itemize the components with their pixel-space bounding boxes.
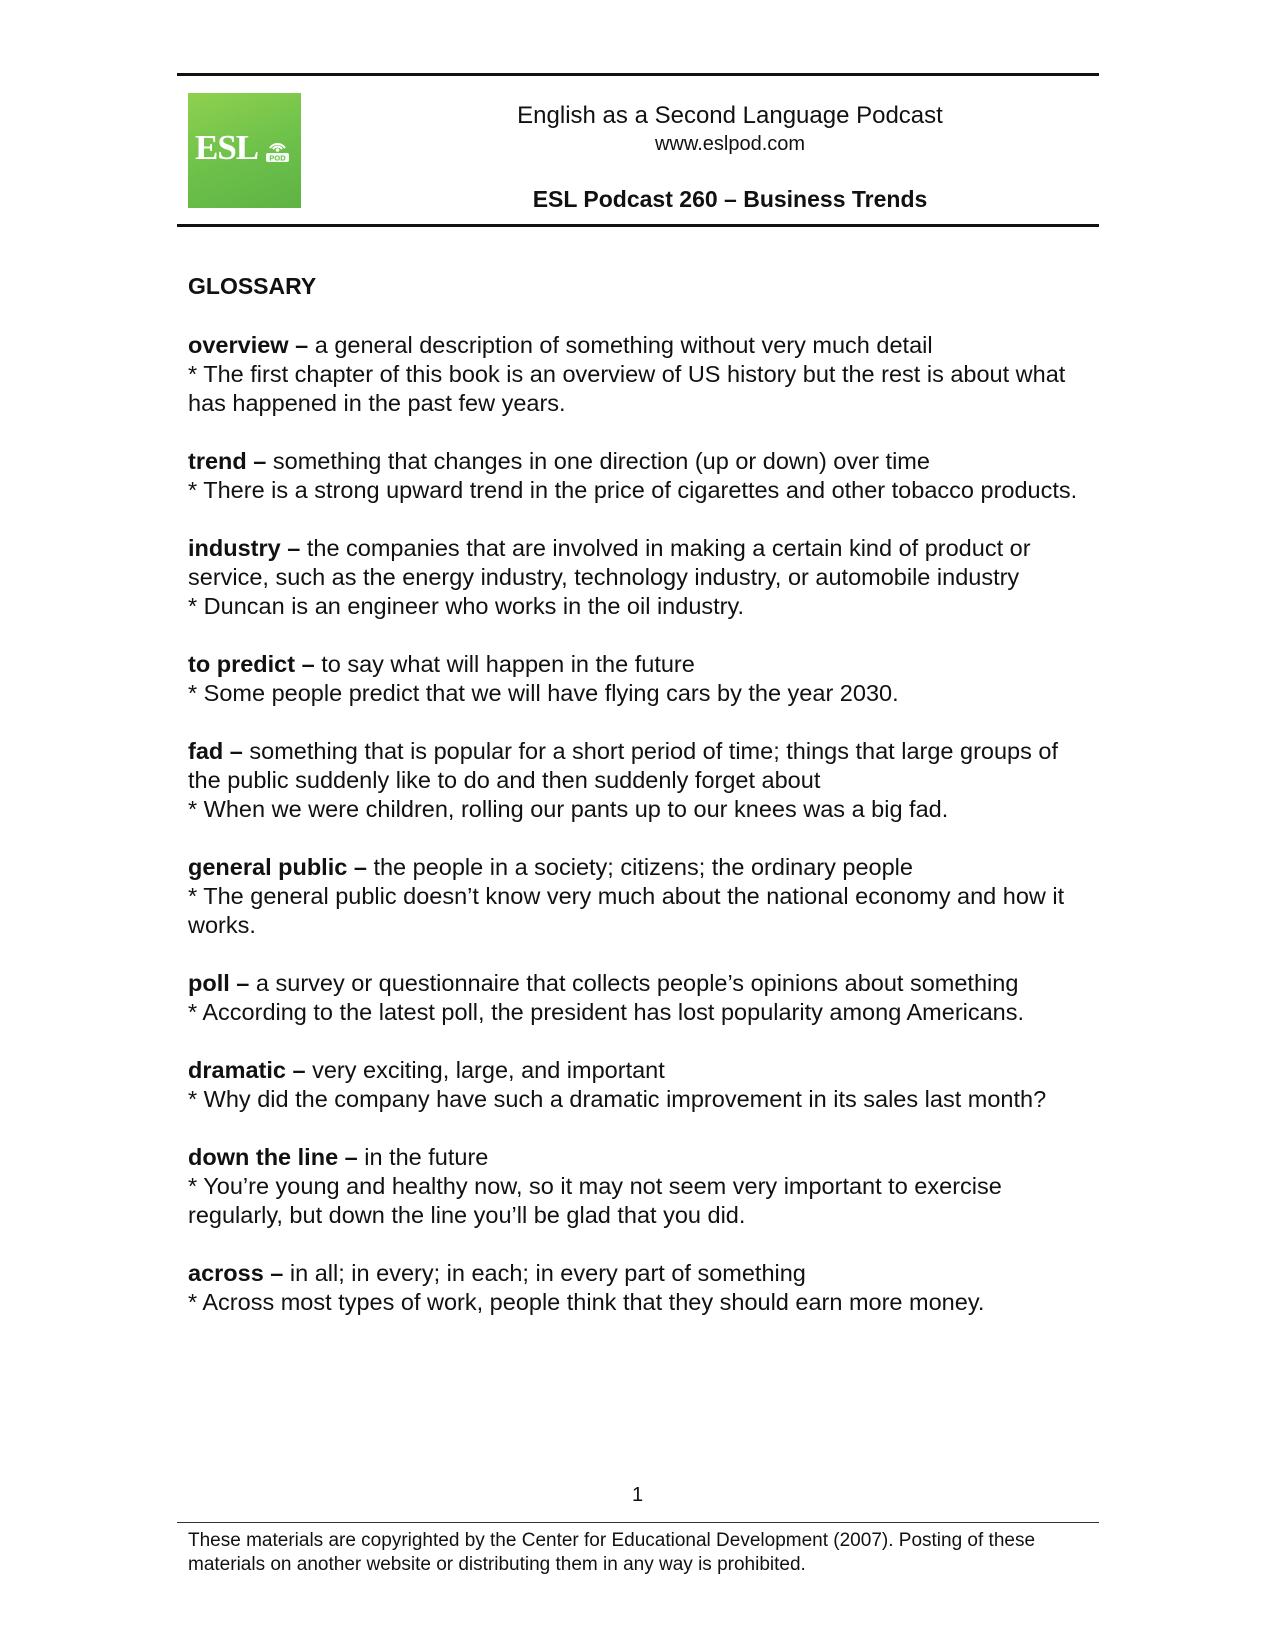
glossary-definition: something that is popular for a short period of time; things that large groups of the public suddenly like to do and then suddenly forget about <box>188 738 1058 793</box>
glossary-term: general public – <box>188 854 367 880</box>
glossary-term: industry – <box>188 535 301 561</box>
glossary-definition: a survey or questionnaire that collects people’s opinions about something <box>255 970 1019 996</box>
glossary-term: down the line – <box>188 1144 358 1170</box>
glossary-definition: in the future <box>364 1144 489 1170</box>
header-bottom-rule <box>177 224 1099 227</box>
episode-title: ESL Podcast 260 – Business Trends <box>532 186 928 212</box>
glossary-term: dramatic – <box>188 1057 306 1083</box>
glossary-entry <box>188 1143 1093 1230</box>
glossary-entry <box>188 534 1093 621</box>
glossary-entry <box>188 737 1093 824</box>
glossary-term: across – <box>188 1260 284 1286</box>
glossary-example: * Across most types of work, people think that they should earn more money. <box>188 1289 985 1315</box>
glossary-entry <box>188 331 1093 418</box>
glossary-example: * Duncan is an engineer who works in the oil industry. <box>188 593 745 619</box>
glossary-example: * There is a strong upward trend in the price of cigarettes and other tobacco products. <box>188 477 1078 503</box>
glossary-definition: a general description of something without very much detail <box>314 332 933 358</box>
glossary-heading: GLOSSARY <box>188 273 317 299</box>
glossary-term: overview – <box>188 332 309 358</box>
glossary-example: * Why did the company have such a dramatic improvement in its sales last month? <box>188 1086 1047 1112</box>
glossary-entry <box>188 447 1093 505</box>
site-url: www.eslpod.com <box>654 133 806 155</box>
glossary-entry <box>188 1259 1093 1317</box>
eslpod-logo <box>188 93 301 208</box>
footer-rule <box>177 1522 1099 1523</box>
logo-badge-text: POD <box>269 153 286 163</box>
glossary-example: * According to the latest poll, the president has lost popularity among Americans. <box>188 999 1025 1025</box>
glossary-example: * The general public doesn’t know very much about the national economy and how it works. <box>188 883 1065 938</box>
glossary-definition: the people in a society; citizens; the ordinary people <box>373 854 913 880</box>
glossary-example: * Some people predict that we will have flying cars by the year 2030. <box>188 680 899 706</box>
glossary-definition: very exciting, large, and important <box>312 1057 665 1083</box>
logo-text: ESL <box>195 128 259 167</box>
glossary-list <box>188 331 1093 1346</box>
glossary-entry <box>188 1056 1093 1114</box>
copyright-notice: These materials are copyrighted by the Center for Educational Development (2007). Posting of these materials on another website or distributing them in any way is prohibited. <box>188 1530 1036 1575</box>
glossary-definition: something that changes in one direction (up or down) over time <box>272 448 930 474</box>
glossary-term: to predict – <box>188 651 315 677</box>
glossary-entry <box>188 969 1093 1027</box>
glossary-definition: in all; in every; in each; in every part of something <box>289 1260 806 1286</box>
glossary-example: * When we were children, rolling our pants up to our knees was a big fad. <box>188 796 949 822</box>
header-top-rule <box>177 73 1099 76</box>
site-title: English as a Second Language Podcast <box>517 102 943 129</box>
glossary-definition: to say what will happen in the future <box>321 651 695 677</box>
glossary-example: * The first chapter of this book is an overview of US history but the rest is about what has happened in the past few years. <box>188 361 1066 416</box>
glossary-term: fad – <box>188 738 243 764</box>
page-number: 1 <box>631 1484 644 1506</box>
glossary-entry <box>188 853 1093 940</box>
glossary-term: trend – <box>188 448 267 474</box>
podcast-broadcast-icon <box>264 137 291 164</box>
glossary-term: poll – <box>188 970 250 996</box>
glossary-definition: the companies that are involved in making a certain kind of product or service, such as the energy industry, technology industry, or automobile industry <box>188 535 1031 590</box>
glossary-entry <box>188 650 1093 708</box>
glossary-example: * You’re young and healthy now, so it may not seem very important to exercise regularly, but down the line you’ll be glad that you did. <box>188 1173 1002 1228</box>
